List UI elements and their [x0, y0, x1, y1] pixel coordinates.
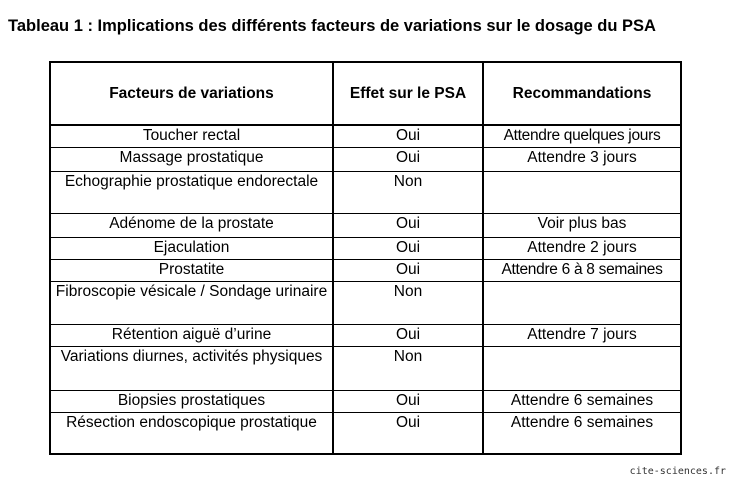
effect-cell: Oui [333, 147, 483, 171]
recommendation-cell: Attendre 6 à 8 semaines [483, 259, 681, 281]
factor-cell: Adénome de la prostate [50, 213, 333, 237]
recommendation-cell: Attendre 6 semaines [483, 390, 681, 412]
factor-cell: Echographie prostatique endorectale [50, 171, 333, 213]
header-factors: Facteurs de variations [50, 62, 333, 125]
recommendation-cell [483, 281, 681, 324]
header-effect: Effet sur le PSA [333, 62, 483, 125]
effect-cell: Oui [333, 259, 483, 281]
factor-cell: Ejaculation [50, 237, 333, 259]
recommendation-cell [483, 346, 681, 390]
effect-cell: Oui [333, 237, 483, 259]
recommendation-cell: Attendre 6 semaines [483, 412, 681, 454]
table-row [50, 237, 681, 259]
table-row [50, 171, 681, 213]
psa-factors-table [49, 61, 682, 455]
table-row [50, 125, 681, 147]
table-row [50, 259, 681, 281]
recommendation-cell: Attendre quelques jours [483, 125, 681, 147]
table-row [50, 412, 681, 454]
recommendation-cell: Attendre 2 jours [483, 237, 681, 259]
factor-cell: Massage prostatique [50, 147, 333, 171]
recommendation-cell [483, 171, 681, 213]
recommendation-cell: Attendre 3 jours [483, 147, 681, 171]
effect-cell: Oui [333, 412, 483, 454]
table-row [50, 281, 681, 324]
table-header-row [50, 62, 681, 125]
factor-cell: Variations diurnes, activités physiques [50, 346, 333, 390]
factor-cell: Biopsies prostatiques [50, 390, 333, 412]
source-credit: cite-sciences.fr [629, 466, 726, 477]
table-row [50, 147, 681, 171]
header-recommendations: Recommandations [483, 62, 681, 125]
table-row [50, 324, 681, 346]
table-row [50, 213, 681, 237]
recommendation-cell: Attendre 7 jours [483, 324, 681, 346]
factor-cell: Toucher rectal [50, 125, 333, 147]
effect-cell: Oui [333, 324, 483, 346]
factor-cell: Fibroscopie vésicale / Sondage urinaire [50, 281, 333, 324]
effect-cell: Oui [333, 213, 483, 237]
effect-cell: Oui [333, 390, 483, 412]
effect-cell: Non [333, 346, 483, 390]
factor-cell: Rétention aiguë d’urine [50, 324, 333, 346]
effect-cell: Non [333, 171, 483, 213]
table-row [50, 390, 681, 412]
factor-cell: Résection endoscopique prostatique [50, 412, 333, 454]
effect-cell: Oui [333, 125, 483, 147]
table-caption: Tableau 1 : Implications des différents facteurs de variations sur le dosage du PSA [8, 17, 656, 35]
effect-cell: Non [333, 281, 483, 324]
factor-cell: Prostatite [50, 259, 333, 281]
table-row [50, 346, 681, 390]
recommendation-cell: Voir plus bas [483, 213, 681, 237]
